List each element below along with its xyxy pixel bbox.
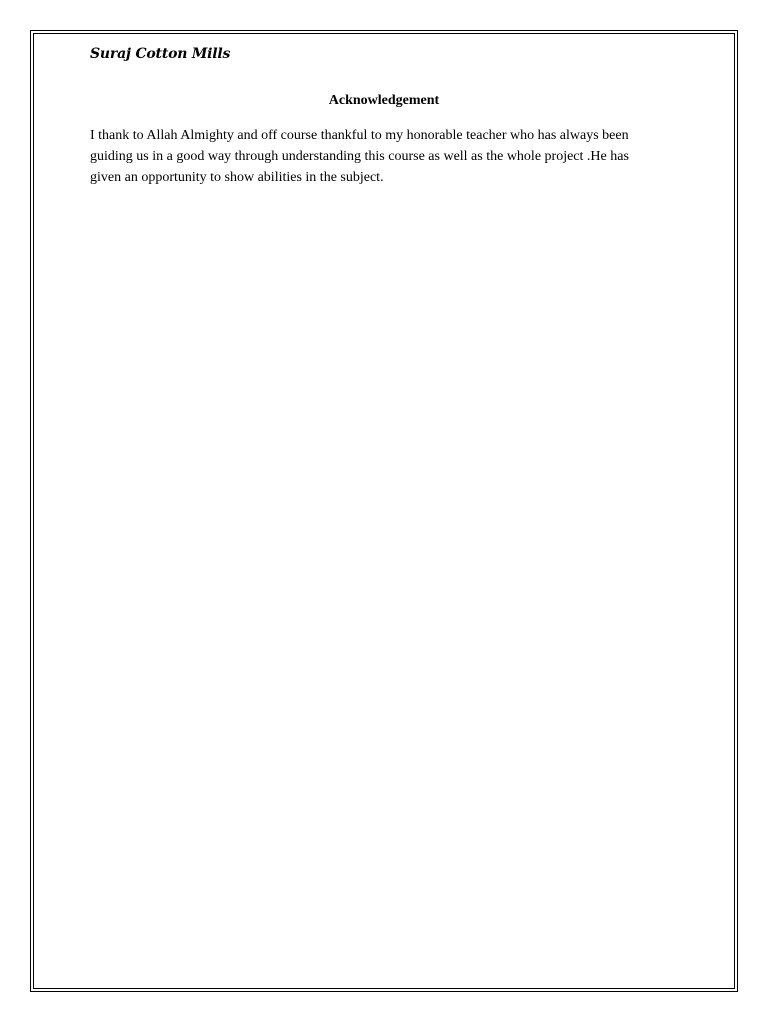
- paragraph-line: given an opportunity to show abilities in the subject.: [90, 170, 384, 185]
- acknowledgement-paragraph: [90, 125, 690, 188]
- page-heading: Acknowledgement: [328, 93, 440, 108]
- paragraph-line: I thank to Allah Almighty and off course thankful to my honorable teacher who has always been: [90, 128, 629, 143]
- header-title: Suraj Cotton Mills: [90, 46, 231, 62]
- paragraph-line: guiding us in a good way through understanding this course as well as the whole project .He has: [90, 149, 629, 164]
